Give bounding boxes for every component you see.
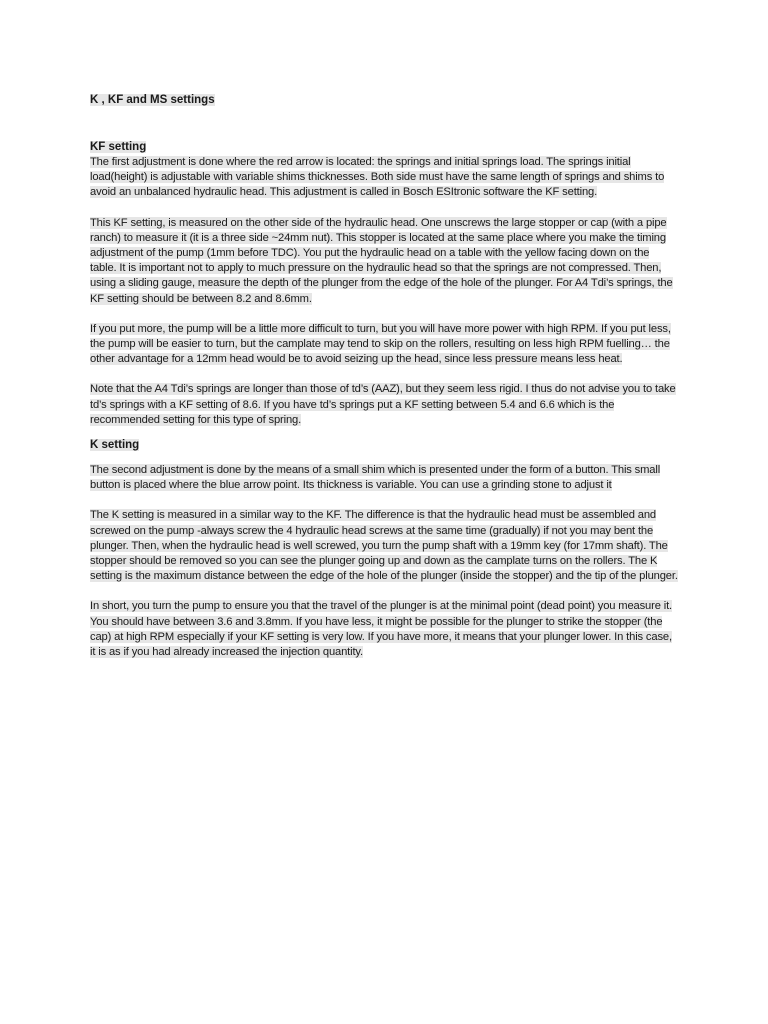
document-title: K , KF and MS settings <box>90 94 215 106</box>
paragraph: In short, you turn the pump to ensure you that the travel of the plunger is at the minimal point (dead point) you measure it. You should have between 3.6 and 3.8mm. If you have less, it might be possible for the plunger to strike the stopper (the cap) at high RPM especially if your KF setting is very low. If you have more, it means that your plunger lower. In this case, it is as if you had already increased the injection quantity. <box>90 600 672 659</box>
section-heading-kf: KF setting <box>90 141 147 153</box>
section-k-setting <box>90 438 678 660</box>
paragraph: The second adjustment is done by the means of a small shim which is presented under the form of a button. This small button is placed where the blue arrow point. Its thickness is variable. You can use a grinding stone to adjust it <box>90 464 661 492</box>
document-page <box>90 92 678 660</box>
paragraph: If you put more, the pump will be a little more difficult to turn, but you will have more power with high RPM. If you put less, the pump will be easier to turn, but the camplate may tend to skip on the rollers, resulting on less high RPM fuelling… the other advantage for a 12mm head would be to avoid seizing up the head, since less pressure means less heat. <box>90 322 671 366</box>
section-kf-setting <box>90 140 678 428</box>
paragraph: Note that the A4 Tdi’s springs are longer than those of td’s (AAZ), but they seem less rigid. I thus do not advise you to take td’s springs with a KF setting of 8.6. If you have td’s springs put a KF setting between 5.4 and 6.6 which is the recommended setting for this type of spring. <box>90 383 676 426</box>
section-heading-k: K setting <box>90 439 140 452</box>
paragraph: This KF setting, is measured on the other side of the hydraulic head. One unscrews the large stopper or cap (with a pipe ranch) to measure it (it is a three side ~24mm nut). This stopper is located at the same place where you make the timing adjustment of the pump (1mm before TDC). You put the hydraulic head on a table with the yellow facing down on the table. It is important not to apply to much pressure on the hydraulic head so that the springs are not compressed. Then, using a sliding gauge, measure the depth of the plunger from the edge of the hole of the plunger. For A4 Tdi’s springs, the KF setting should be between 8.2 and 8.6mm. <box>90 216 673 305</box>
paragraph: The K setting is measured in a similar way to the KF. The difference is that the hydraulic head must be assembled and screwed on the pump -always screw the 4 hydraulic head screws at the same time (gradually) if not you may bent the plunger. Then, when the hydraulic head is well screwed, you turn the pump shaft with a 19mm key (for 17mm shaft). The stopper should be removed so you can see the plunger going up and down as the camplate turns on the rollers. The K setting is the maximum distance between the edge of the hole of the plunger (inside the stopper) and the tip of the plunger. <box>90 509 678 583</box>
paragraph: The first adjustment is done where the red arrow is located: the springs and initial springs load. The springs initial load(height) is adjustable with variable shims thicknesses. Both side must have the same length of springs and shims to avoid an unbalanced hydraulic head. This adjustment is called in Bosch ESItronic software the KF setting. <box>90 156 665 199</box>
